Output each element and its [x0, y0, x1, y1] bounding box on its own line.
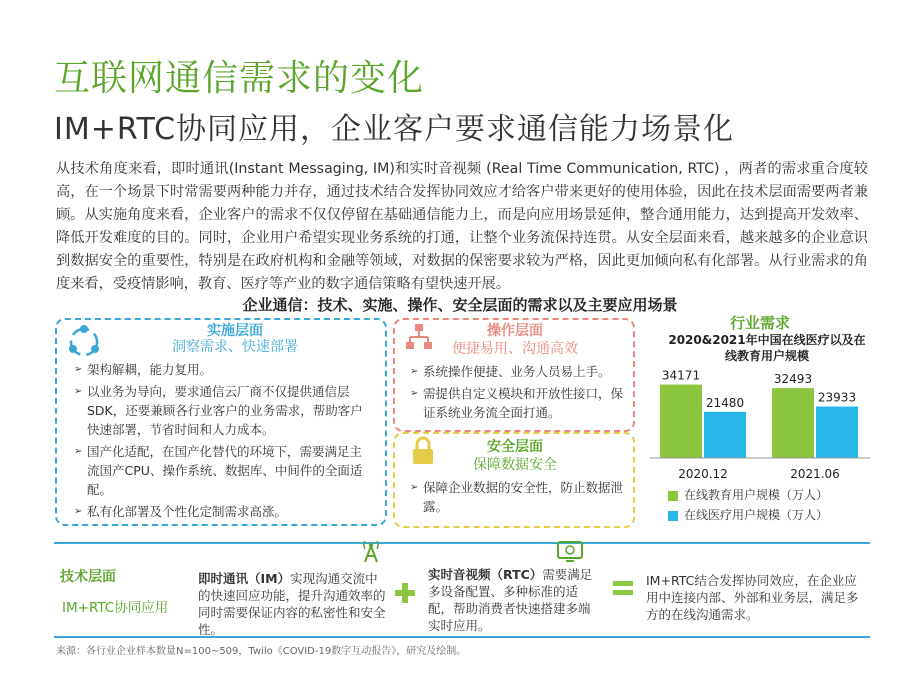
impl-subtitle: 洞察需求、快速部署 — [172, 339, 298, 355]
data-label: 23933 — [817, 390, 857, 405]
sec-item: ➢ 保障企业数据的安全性，防止数据泄露。 — [410, 478, 624, 516]
signal-tower-icon — [358, 538, 384, 564]
result-description: IM+RTC结合发挥协同效应，在企业应用中连接内部、外部和业务层，满足多方的在线沟通需求。 — [646, 573, 859, 622]
lock-icon — [410, 436, 436, 466]
chart-title: 行业需求 — [730, 314, 791, 332]
sec-list — [410, 478, 624, 519]
ops-item: ➢ 系统操作便捷、业务人员易上手。 — [410, 362, 624, 381]
x-tick-label: 2020.12 — [678, 467, 728, 481]
rtc-text: 需要满足多设备配置、多种标准的适配，帮助消费者快速搭建多端实时应用。 — [428, 567, 593, 633]
impl-item: ➢ 架构解耦，能力复用。 — [74, 360, 370, 379]
monitor-icon — [556, 540, 584, 562]
sec-title: 安全层面 — [487, 439, 543, 455]
x-tick-label: 2021.06 — [790, 467, 840, 481]
bar-2020.12-0 — [660, 385, 702, 458]
ops-subtitle: 便捷易用、沟通高效 — [452, 341, 578, 357]
im-text: 实现沟通交流中的快速回应功能，提升沟通效率的同时需要保证内容的私密性和安全性。 — [198, 571, 386, 637]
legend-label: 在线医疗用户规模（万人） — [684, 508, 829, 522]
legend-swatch — [668, 511, 678, 521]
rtc-bold: 实时音视频（RTC） — [428, 567, 543, 582]
plus-icon — [394, 582, 416, 604]
impl-item: ➢ 以业务为导向，要求通信云厂商不仅提供通信层SDK，还要兼顾各行业客户的业务需求，帮助客户快速部署，节省时间和人力成本。 — [74, 382, 370, 439]
source-note: 来源：各行业企业样本数量N=100~509，Twilo《COVID-19数字互动报告》，研究及绘制。 — [56, 646, 467, 657]
impl-item: ➢ 国产化适配，在国产化替代的环境下，需要满足主流国产CPU、操作系统、数据库、中间件的全面适配。 — [74, 442, 370, 499]
hierarchy-icon — [404, 322, 434, 352]
bar-2021.06-1 — [816, 407, 858, 458]
ops-item: ➢ 需提供自定义模块和开放性接口，保证系统业务流全面打通。 — [410, 384, 624, 422]
sec-subtitle: 保障数据安全 — [473, 457, 557, 473]
impl-title: 实施层面 — [207, 323, 263, 339]
tech-label: 技术层面 — [60, 569, 116, 585]
bar-2020.12-1 — [704, 412, 746, 458]
legend-label: 在线教育用户规模（万人） — [684, 488, 829, 502]
impl-list — [74, 360, 370, 524]
page-subtitle: IM+RTC协同应用，企业客户要求通信能力场景化 — [54, 112, 735, 147]
ops-list — [410, 362, 624, 425]
legend-swatch — [668, 491, 678, 501]
equals-icon — [612, 578, 634, 598]
rtc-description — [428, 566, 600, 634]
network-icon — [64, 322, 104, 362]
legend-item-education — [668, 486, 828, 503]
bar-2021.06-0 — [772, 388, 814, 458]
impl-item: ➢ 私有化部署及个性化定制需求高涨。 — [74, 502, 370, 521]
page-title: 互联网通信需求的变化 — [54, 58, 425, 99]
bar-chart — [650, 360, 870, 484]
im-bold: 即时通讯（IM） — [198, 571, 291, 586]
intro-paragraph: 从技术角度来看，即时通讯(Instant Messaging, IM)和实时音视频 (Real Time Communication, RTC) ，两者的需求重合度较高，在一个场景下时常需要两种能力并存，通过技术结合发挥协同效应才给客户带来更好的使用体验，因此在技术层面需要两者兼顾。从实施角度来看，企业客户的需求不仅仅停留在基础通信能力上，而是向应用场景延伸，整合通用能力，达到提高开发效率、降低开发难度的目的。同时，企业用户希望实现业务系统的打通，让整个业务流保持连贯。从安全层面来看，越来越多的企业意识到数据安全的重要性，特别是在政府机构和金融等领域，对数据的保密要求较为严格，因此更加倾向私有化部署。从行业需求的角度来看，受疫情影响，教育、医疗等产业的数字通信策略有望快速开展。 — [56, 161, 868, 292]
ops-title: 操作层面 — [487, 323, 543, 339]
data-label: 34171 — [661, 368, 701, 383]
data-label: 21480 — [705, 395, 745, 410]
chart-subtitle: 2020&2021年中国在线医疗以及在线教育用户规模 — [668, 333, 866, 363]
tech-subtitle: IM+RTC协同应用 — [62, 600, 169, 616]
section-title: 企业通信：技术、实施、操作、安全层面的需求以及主要应用场景 — [242, 296, 678, 314]
data-label: 32493 — [773, 372, 813, 387]
legend-item-medical — [668, 506, 828, 523]
im-description — [198, 570, 386, 638]
